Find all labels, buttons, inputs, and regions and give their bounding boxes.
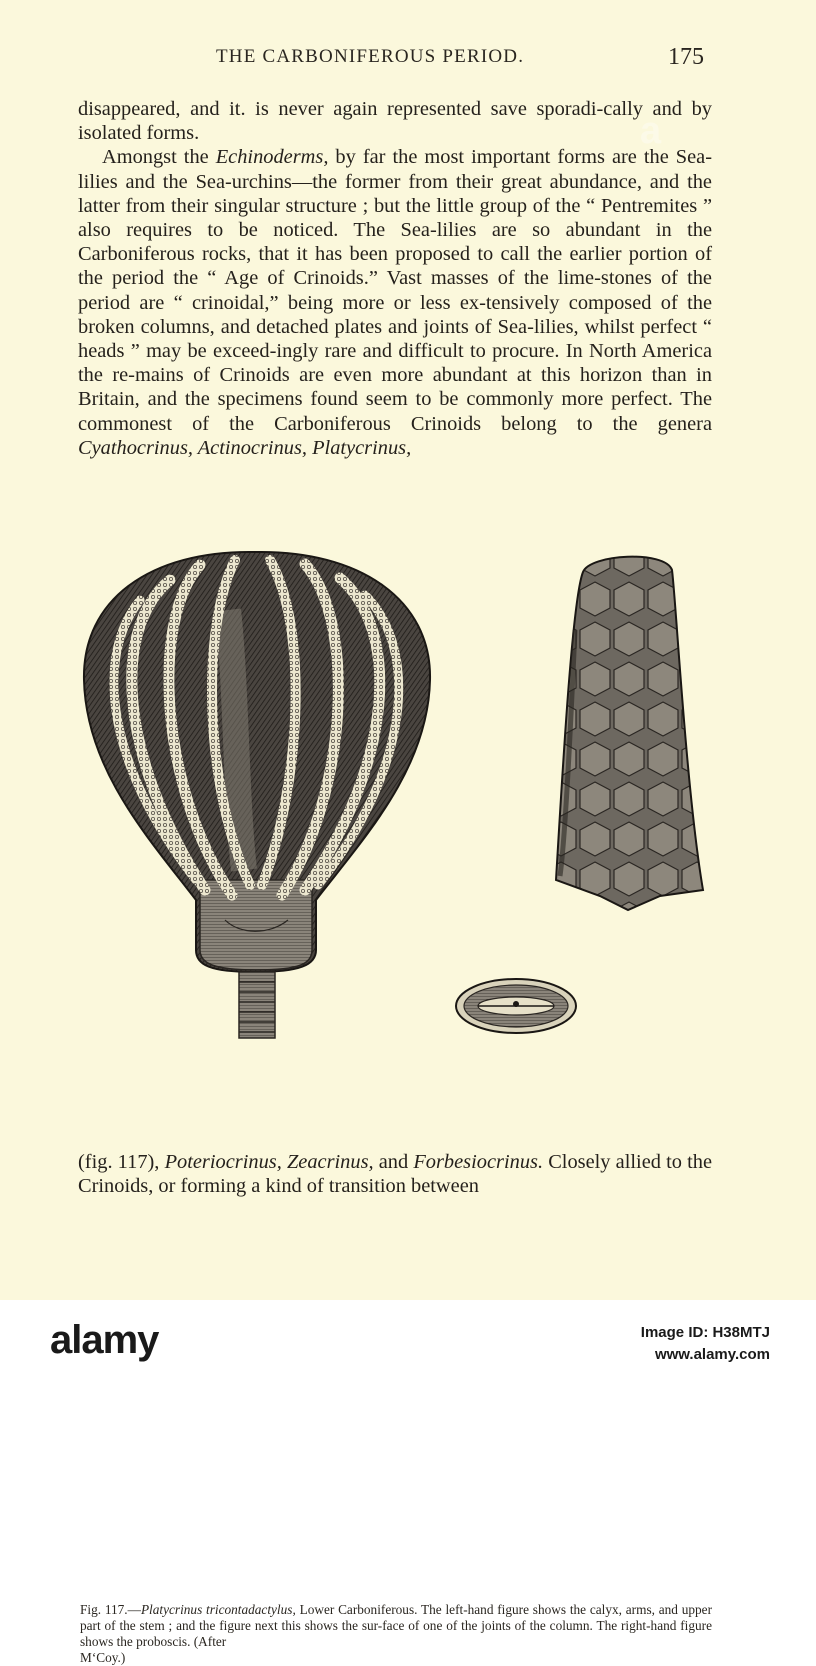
column-joint-figure (456, 979, 576, 1033)
crinoid-illustration (0, 540, 816, 1060)
stock-image-info (641, 1322, 770, 1366)
stem-figure (239, 972, 275, 1038)
stock-image-id: Image ID: H38MTJ (640, 1324, 770, 1341)
calyx-figure (84, 552, 430, 972)
stock-site: www.alamy.com (654, 1346, 770, 1363)
watermark: a (640, 110, 662, 152)
figure-caption (80, 1602, 712, 1666)
caption-text: Fig. 117.—Platycrinus tricontadactylus, Lower Carboniferous. The left-hand figure shows the calyx, arms, and upper part of the stem ; and the figure next this shows the sur-face of one of the joints of the column. The right-hand figure shows the proboscis. (After (80, 1602, 713, 1649)
paragraph-continuation: disappeared, and it. is never again represented save sporadi-cally and by isolated forms. (78, 98, 712, 145)
page-number: 175 (668, 44, 704, 70)
page-header (0, 46, 816, 76)
body-text-bottom (78, 1150, 712, 1198)
paragraph-genera: (fig. 117), Poteriocrinus, Zeacrinus, and Forbesiocrinus. Closely allied to the Crinoids, or forming a kind of transition between (78, 1151, 713, 1198)
stock-logo: alamy (50, 1318, 159, 1362)
stock-photo-bar (0, 1300, 816, 1390)
paragraph-echinoderms: Amongst the Echinoderms, by far the most important forms are the Sea-lilies and the Sea-urchins—the former from their great abundance, and the latter from their singular structure ; but the little group of the “ Pentremites ” also requires to be noticed. The Sea-lilies are so abundant in the Carboniferous rocks, that it has been proposed to call the earlier portion of the period the “ Age of Crinoids.” Vast masses of the lime-stones of the period are “ crinoidal,” being more or less ex-tensively composed of the broken columns, and detached plates and joints of Sea-lilies, whilst perfect “ heads ” may be exceed-ingly rare and difficult to procure. In North America the re-mains of Crinoids are even more abundant at this horizon than in Britain, and the specimens found seem to be commonly more perfect. The commonest of the Carboniferous Crinoids belong to the genera Cyathocrinus, Actinocrinus, Platycrinus, (78, 146, 712, 459)
caption-attribution: M‘Coy.) (80, 1650, 126, 1665)
body-text-top (78, 97, 712, 460)
running-title: THE CARBONIFEROUS PERIOD. (216, 46, 525, 67)
proboscis-figure (556, 557, 703, 910)
